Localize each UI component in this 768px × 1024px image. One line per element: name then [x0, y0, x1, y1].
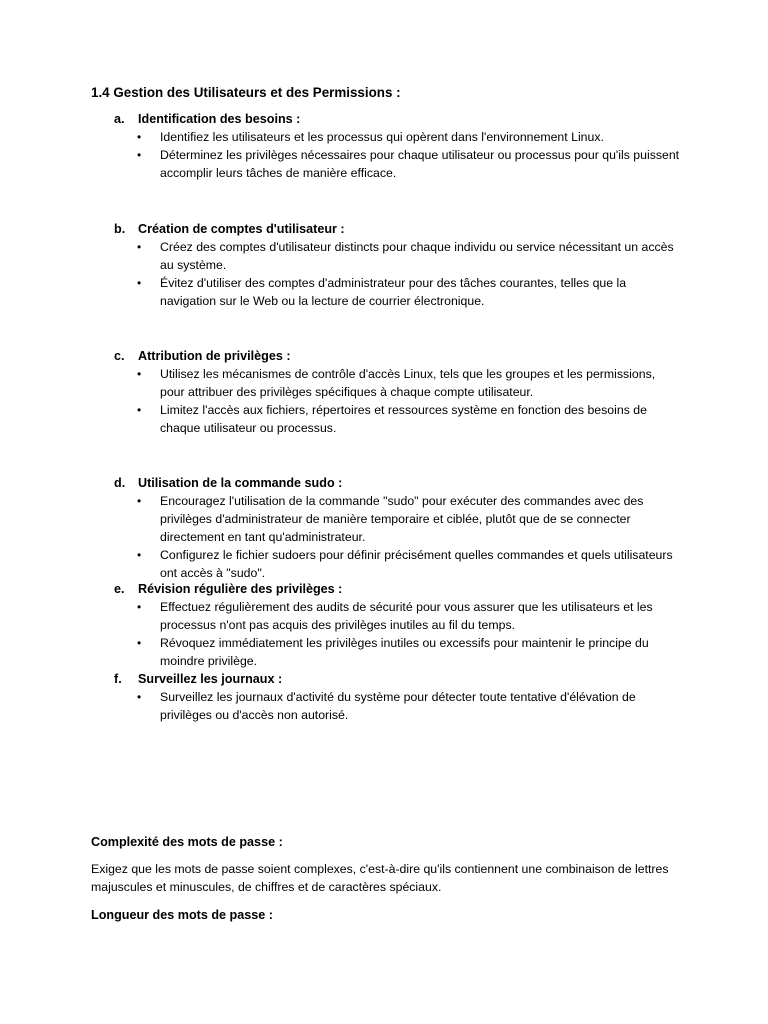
list-item: [0, 274, 680, 310]
bullet-text: Encouragez l'utilisation de la commande "sudo" pour exécuter des commandes avec des privilèges d'administrateur de manière temporaire et ciblée, plutôt que de se connecter directement en tant qu'administrateur.: [160, 494, 644, 544]
bullet-list: [0, 128, 768, 182]
bullet-icon: •: [137, 600, 142, 614]
bullet-icon: •: [137, 240, 142, 254]
section-heading-text: Identification des besoins :: [138, 112, 301, 126]
list-item: [0, 146, 680, 182]
bullet-icon: •: [137, 636, 142, 650]
bullet-text: Surveillez les journaux d'activité du système pour détecter toute tentative d'élévation de privilèges ou d'accès non autorisé.: [160, 690, 636, 722]
bullet-icon: •: [137, 276, 142, 290]
section-heading-text: Révision régulière des privilèges :: [138, 582, 343, 596]
bullet-icon: •: [137, 403, 142, 417]
bullet-text: Créez des comptes d'utilisateur distincts pour chaque individu ou service nécessitant un accès au système.: [160, 240, 674, 272]
list-item: [0, 401, 680, 437]
list-item: [0, 688, 680, 724]
section-heading-text: Attribution de privilèges :: [138, 349, 291, 363]
list-item: [0, 128, 680, 146]
section-heading: [114, 580, 342, 598]
password-complexity-text: Exigez que les mots de passe soient complexes, c'est-à-dire qu'ils contiennent une combinaison de lettres majuscules et minuscules, de chiffres et de caractères spéciaux.: [91, 862, 669, 894]
list-item: [0, 634, 680, 670]
bullet-list: [0, 365, 768, 437]
bullet-text: Révoquez immédiatement les privilèges inutiles ou excessifs pour maintenir le principe du moindre privilège.: [160, 636, 649, 668]
bullet-text: Utilisez les mécanismes de contrôle d'accès Linux, tels que les groupes et les permissions, pour attribuer des privilèges spécifiques à chaque compte utilisateur.: [160, 367, 656, 399]
section-heading: [114, 670, 282, 688]
list-item: [0, 238, 680, 274]
bullet-text: Limitez l'accès aux fichiers, répertoires et ressources système en fonction des besoins de chaque utilisateur ou processus.: [160, 403, 647, 435]
section-heading: [114, 474, 342, 492]
bullet-list: [0, 492, 768, 582]
bullet-icon: •: [137, 690, 142, 704]
bullet-icon: •: [137, 148, 142, 162]
section-letter: a.: [114, 112, 125, 126]
bullet-icon: •: [137, 494, 142, 508]
section-letter: c.: [114, 349, 125, 363]
bullet-icon: •: [137, 548, 142, 562]
password-length-heading: Longueur des mots de passe :: [91, 908, 273, 922]
bullet-text: Configurez le fichier sudoers pour définir précisément quelles commandes et quels utilisateurs ont accès à "sudo".: [160, 548, 673, 580]
bullet-list: [0, 688, 768, 724]
section-letter: d.: [114, 476, 126, 490]
list-item: [0, 598, 680, 634]
bullet-icon: •: [137, 130, 142, 144]
bullet-text: Déterminez les privilèges nécessaires pour chaque utilisateur ou processus pour qu'ils puissent accomplir leurs tâches de manière efficace.: [160, 148, 680, 180]
section-heading-text: Création de comptes d'utilisateur :: [138, 222, 345, 236]
section-heading-text: Utilisation de la commande sudo :: [138, 476, 343, 490]
section-heading-text: Surveillez les journaux :: [138, 672, 283, 686]
list-item: [0, 365, 680, 401]
bullet-icon: •: [137, 367, 142, 381]
section-letter: e.: [114, 582, 125, 596]
page-title: 1.4 Gestion des Utilisateurs et des Permissions :: [91, 85, 401, 100]
bullet-text: Effectuez régulièrement des audits de sécurité pour vous assurer que les utilisateurs et les processus n'ont pas acquis des privilèges inutiles au fil du temps.: [160, 600, 653, 632]
section-heading: [114, 347, 291, 365]
section-letter: f.: [114, 672, 122, 686]
section-heading: [114, 220, 345, 238]
bullet-text: Identifiez les utilisateurs et les processus qui opèrent dans l'environnement Linux.: [160, 130, 604, 144]
list-item: [0, 546, 680, 582]
bullet-text: Évitez d'utiliser des comptes d'administrateur pour des tâches courantes, telles que la navigation sur le Web ou la lecture de courrier électronique.: [160, 276, 627, 308]
list-item: [0, 492, 680, 546]
bullet-list: [0, 598, 768, 670]
bullet-list: [0, 238, 768, 310]
section-letter: b.: [114, 222, 126, 236]
section-heading: [114, 110, 300, 128]
password-complexity-heading: Complexité des mots de passe :: [91, 835, 283, 849]
